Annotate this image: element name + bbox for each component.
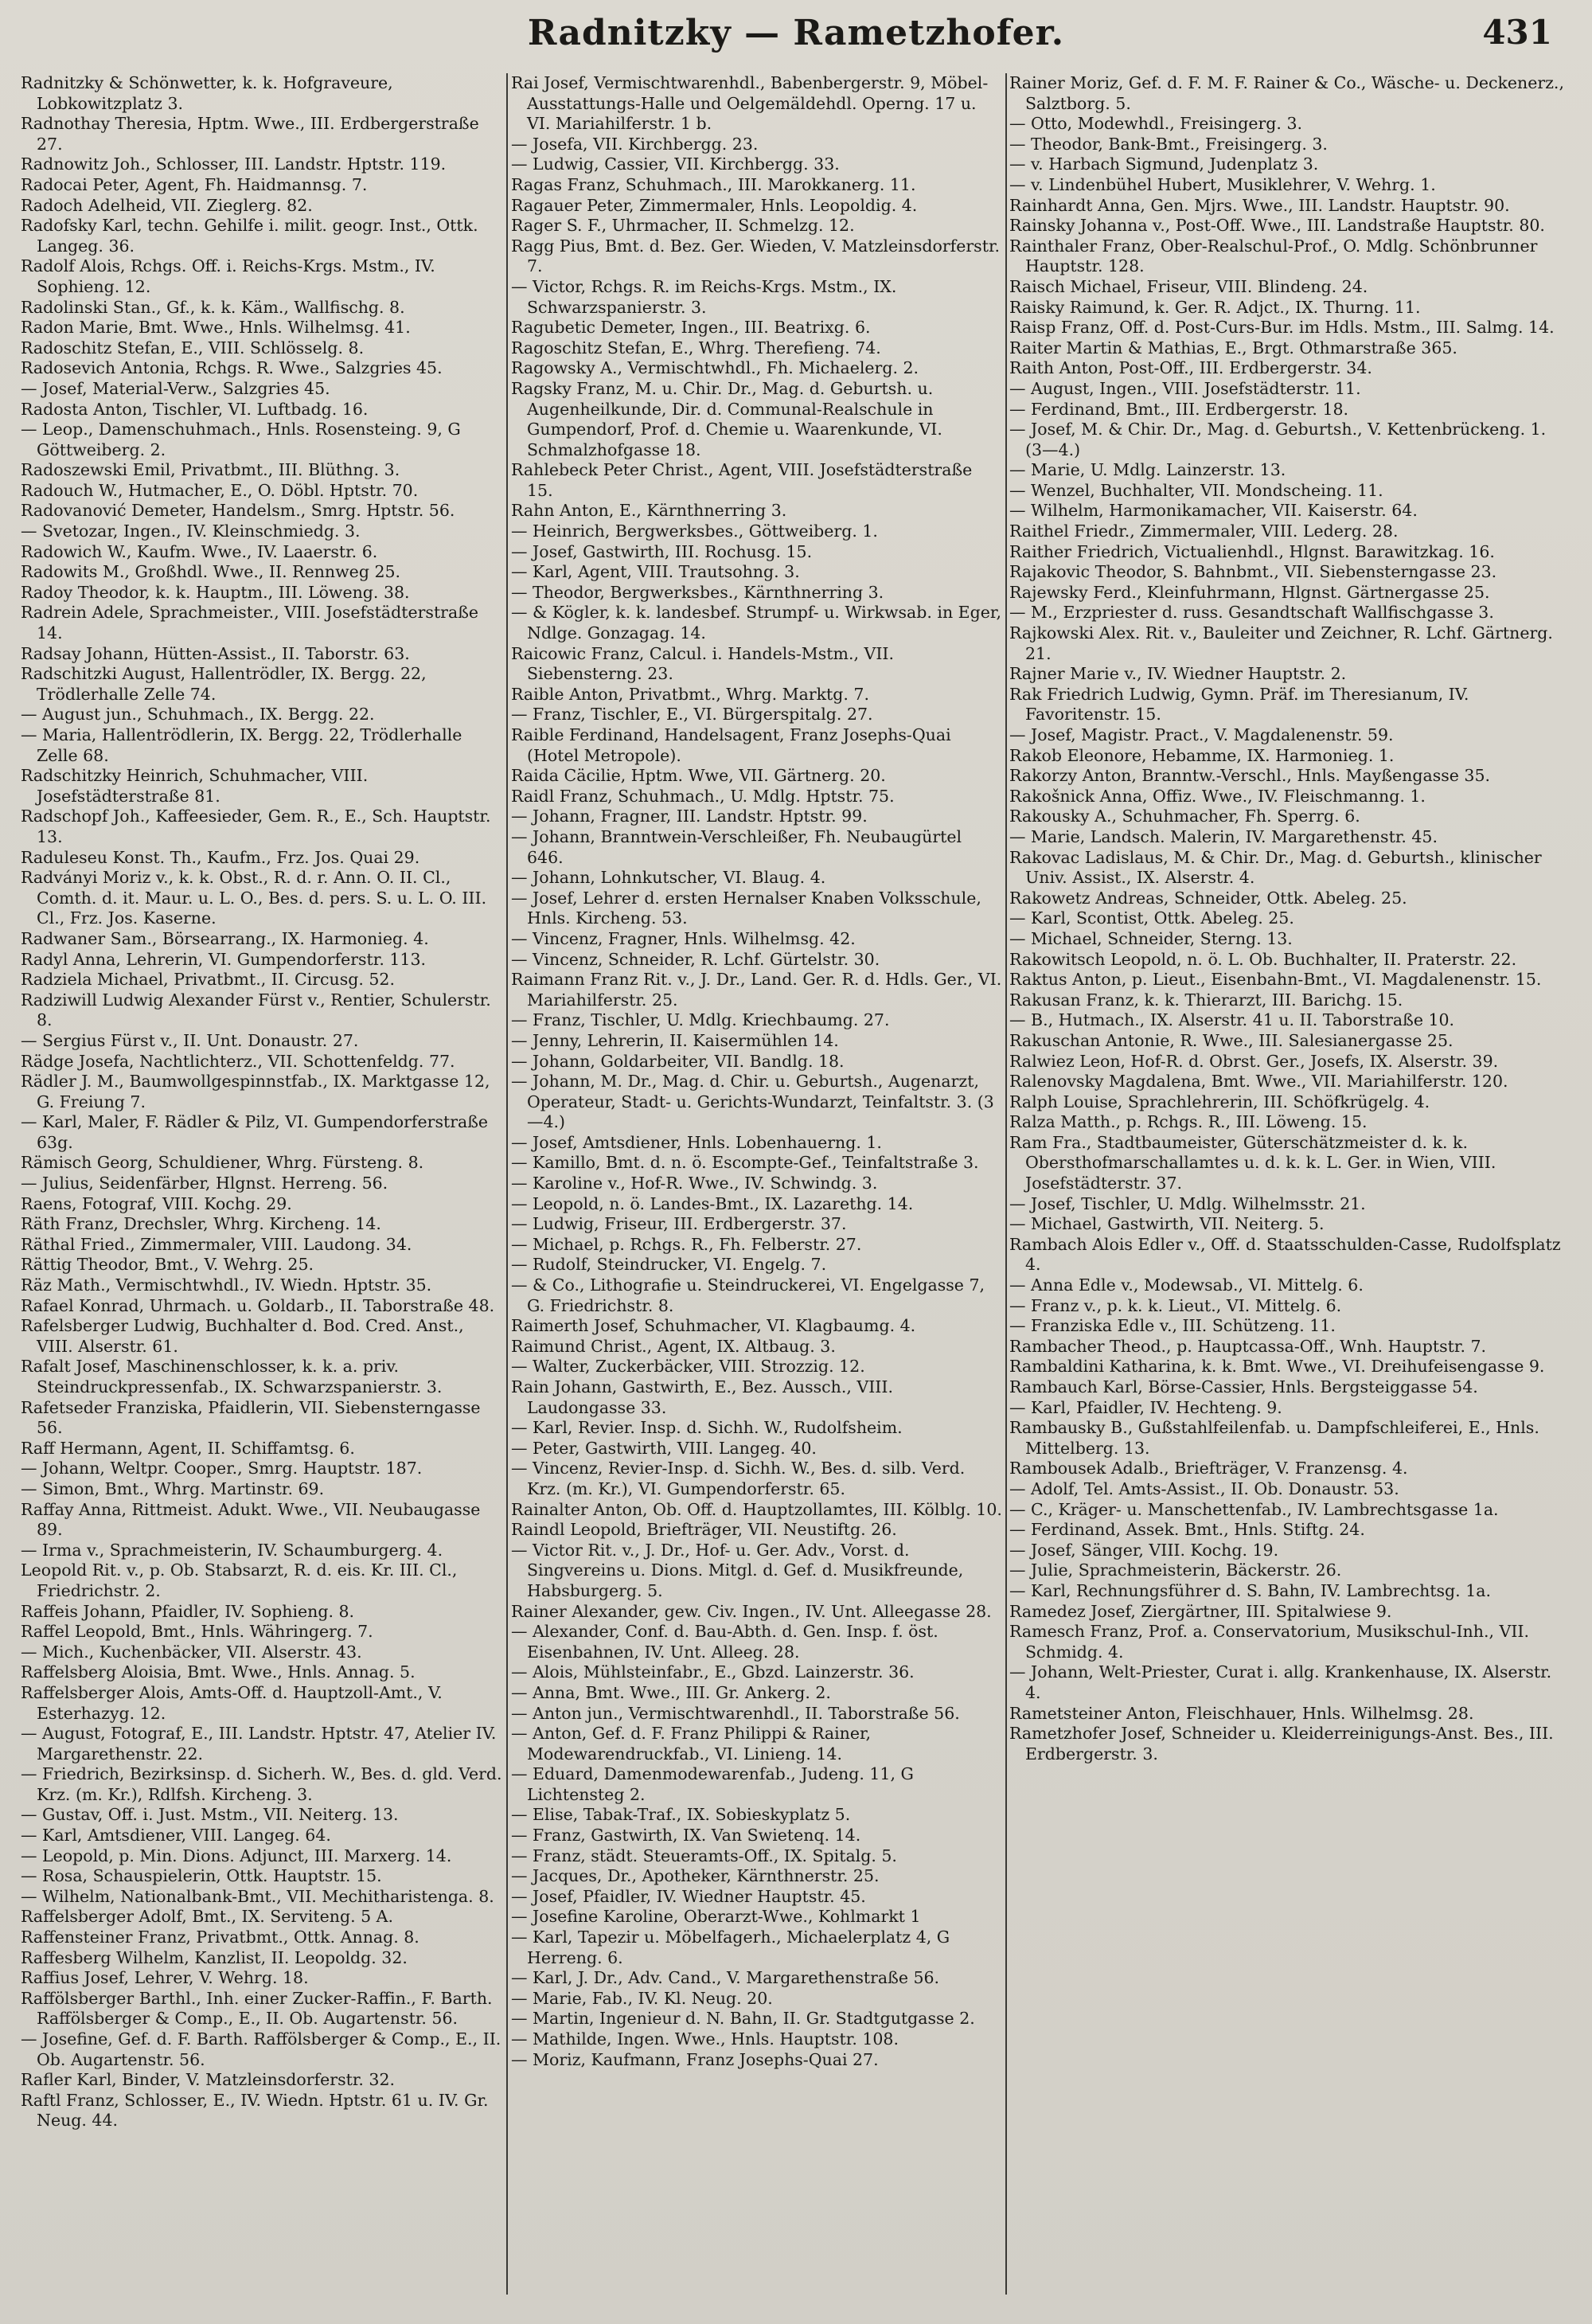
directory-entry: — Michael, Gastwirth, VII. Neiterg. 5.: [1009, 1214, 1325, 1234]
directory-entry: Rambaldini Katharina, k. k. Bmt. Wwe., VI. Dreihufeisengasse 9.: [1009, 1357, 1545, 1377]
directory-entry: — Vincenz, Schneider, R. Lchf. Gürtelstr. 30.: [511, 949, 880, 969]
directory-entry: Radschitzki August, Hallentrödler, IX. Bergg. 22, Trödlerhalle Zelle 74.: [21, 664, 427, 704]
directory-entry: Rainer Alexander, gew. Civ. Ingen., IV. Unt. Alleegasse 28.: [511, 1601, 992, 1621]
directory-entry: Rakuschan Antonie, R. Wwe., III. Salesianergasse 25.: [1009, 1030, 1453, 1050]
directory-column-2: [511, 73, 1003, 2303]
directory-entry: Ralph Louise, Sprachlehrerin, III. Schöfkrügelg. 4.: [1009, 1092, 1430, 1111]
directory-entry: Raimann Franz Rit. v., J. Dr., Land. Ger. R. d. Hdls. Ger., VI. Mariahilferstr. 25.: [511, 970, 1002, 1010]
directory-entry: — Julie, Sprachmeisterin, Bäckerstr. 26.: [1009, 1560, 1342, 1580]
directory-entry: — Josef, Amtsdiener, Hnls. Lobenhauerng. 1.: [511, 1132, 882, 1152]
directory-entry: Radnowitz Joh., Schlosser, III. Landstr. Hptstr. 119.: [21, 154, 447, 174]
directory-entry: Rättig Theodor, Bmt., V. Wehrg. 25.: [21, 1255, 314, 1275]
directory-entry: Raens, Fotograf, VIII. Kochg. 29.: [21, 1193, 292, 1213]
directory-entry: — Anton jun., Vermischtwarenhdl., II. Taborstraße 56.: [511, 1703, 960, 1723]
directory-entry: Rai Josef, Vermischtwarenhdl., Babenbergerstr. 9, Möbel-Ausstattungs-Halle und Oelgemäldehdl. Operng. 17 u. VI. Mariahilferstr. 1 b.: [511, 73, 989, 134]
directory-entry: Rametsteiner Anton, Fleischhauer, Hnls. Wilhelmsg. 28.: [1009, 1703, 1474, 1723]
directory-entry: Radocai Peter, Agent, Fh. Haidmannsg. 7.: [21, 174, 368, 194]
directory-entry: Raffel Leopold, Bmt., Hnls. Währingerg. 7.: [21, 1622, 373, 1642]
directory-entry: Radschopf Joh., Kaffeesieder, Gem. R., E., Sch. Hauptstr. 13.: [21, 807, 491, 846]
directory-entry: — Maria, Hallentrödlerin, IX. Bergg. 22, Trödlerhalle Zelle 68.: [21, 725, 462, 765]
directory-entry: — Jenny, Lehrerin, II. Kaisermühlen 14.: [511, 1030, 839, 1050]
column-divider: [506, 73, 508, 2295]
directory-entry: — Walter, Zuckerbäcker, VIII. Strozzig. 12.: [511, 1357, 865, 1377]
directory-entry: Raisp Franz, Off. d. Post-Curs-Bur. im Hdls. Mstm., III. Salmg. 14.: [1009, 318, 1555, 338]
directory-entry: Raithel Friedr., Zimmermaler, VIII. Lederg. 28.: [1009, 521, 1399, 541]
directory-entry: — Svetozar, Ingen., IV. Kleinschmiedg. 3.: [21, 521, 361, 541]
directory-entry: Raiter Martin & Mathias, E., Brgt. Othmarstraße 365.: [1009, 338, 1457, 357]
directory-entry: Rajner Marie v., IV. Wiedner Hauptstr. 2.: [1009, 664, 1347, 684]
directory-entry: — Karl, Pfaidler, IV. Hechteng. 9.: [1009, 1397, 1282, 1417]
directory-entry: — Johann, Goldarbeiter, VII. Bandlg. 18.: [511, 1051, 845, 1071]
directory-entry: Rajkowski Alex. Rit. v., Bauleiter und Zeichner, R. Lchf. Gärtnerg. 21.: [1009, 623, 1553, 663]
directory-entry: Ralza Matth., p. Rchgs. R., III. Löweng. 15.: [1009, 1112, 1368, 1132]
directory-entry: Raidl Franz, Schuhmach., U. Mdlg. Hptstr. 75.: [511, 786, 895, 806]
directory-entry: — Simon, Bmt., Whrg. Martinstr. 69.: [21, 1478, 325, 1498]
directory-entry: — Alexander, Conf. d. Bau-Abth. d. Gen. Insp. f. öst. Eisenbahnen, IV. Unt. Alleeg. 28.: [511, 1622, 938, 1662]
directory-entry: Radowich W., Kaufm. Wwe., IV. Laaerstr. 6.: [21, 541, 378, 561]
directory-entry: Radványi Moriz v., k. k. Obst., R. d. r. Ann. O. II. Cl., Comth. d. it. Maur. u. L. O., Bes. d. pers. S. u. L. O. III. Cl., Frz. Jos. Kaserne.: [21, 868, 487, 928]
directory-entry: Rafler Karl, Binder, V. Matzleinsdorferstr. 32.: [21, 2070, 396, 2090]
directory-entry: Räth Franz, Drechsler, Whrg. Kircheng. 14.: [21, 1214, 381, 1234]
directory-entry: — August jun., Schuhmach., IX. Bergg. 22.: [21, 705, 375, 725]
directory-entry: Rakusan Franz, k. k. Thierarzt, III. Barichg. 15.: [1009, 990, 1403, 1010]
directory-entry: Raftl Franz, Schlosser, E., IV. Wiedn. Hptstr. 61 u. IV. Gr. Neug. 44.: [21, 2090, 489, 2131]
directory-entry: — Marie, U. Mdlg. Lainzerstr. 13.: [1009, 460, 1286, 480]
directory-entry: Ragauer Peter, Zimmermaler, Hnls. Leopoldig. 4.: [511, 195, 918, 215]
directory-entry: Ragowsky A., Vermischtwhdl., Fh. Michaelerg. 2.: [511, 358, 919, 378]
page-title: Radnitzky — Rametzhofer.: [527, 13, 1065, 53]
directory-entry: — & Co., Lithografie u. Steindruckerei, VI. Engelgasse 7, G. Friedrichstr. 8.: [511, 1275, 985, 1315]
directory-entry: — Ferdinand, Assek. Bmt., Hnls. Stiftg. 24.: [1009, 1520, 1365, 1540]
directory-entry: Rakovac Ladislaus, M. & Chir. Dr., Mag. d. Geburtsh., klinischer Univ. Assist., IX. Alserstr. 4.: [1009, 847, 1542, 888]
directory-entry: — Otto, Modewhdl., Freisingerg. 3.: [1009, 114, 1302, 134]
directory-entry: — Julius, Seidenfärber, Hlgnst. Herreng. 56.: [21, 1174, 388, 1193]
directory-entry: Radschitzky Heinrich, Schuhmacher, VIII. Josefstädterstraße 81.: [21, 766, 369, 806]
directory-entry: — Michael, p. Rchgs. R., Fh. Felberstr. 27.: [511, 1234, 862, 1254]
directory-entry: — Karl, Rechnungsführer d. S. Bahn, IV. Lambrechtsg. 1a.: [1009, 1580, 1491, 1600]
directory-entry: Rakorzy Anton, Branntw.-Verschl., Hnls. Mayßengasse 35.: [1009, 766, 1491, 786]
directory-entry: — Sergius Fürst v., II. Unt. Donaustr. 27.: [21, 1030, 359, 1050]
directory-entry: Radolf Alois, Rchgs. Off. i. Reichs-Krgs. Mstm., IV. Sophieng. 12.: [21, 256, 435, 296]
directory-entry: Ragoschitz Stefan, E., Whrg. Therefieng. 74.: [511, 338, 881, 357]
directory-entry: Rafael Konrad, Uhrmach. u. Goldarb., II. Taborstraße 48.: [21, 1295, 495, 1315]
directory-entry: — Karoline v., Hof-R. Wwe., IV. Schwindg. 3.: [511, 1174, 878, 1193]
directory-entry: — Josef, M. & Chir. Dr., Mag. d. Geburtsh., V. Kettenbrückeng. 1. (3—4.): [1009, 420, 1547, 459]
directory-entry: Radosta Anton, Tischler, VI. Luftbadg. 16.: [21, 399, 369, 419]
directory-entry: — M., Erzpriester d. russ. Gesandtschaft Wallfischgasse 3.: [1009, 603, 1494, 623]
directory-entry: — Elise, Tabak-Traf., IX. Sobieskyplatz 5.: [511, 1805, 851, 1825]
directory-entry: — Mathilde, Ingen. Wwe., Hnls. Hauptstr. 108.: [511, 2029, 899, 2049]
directory-column-1: [21, 73, 502, 2303]
directory-entry: — Karl, Revier. Insp. d. Sichh. W., Rudolfsheim.: [511, 1418, 903, 1438]
directory-entry: Raither Friedrich, Victualienhdl., Hlgnst. Barawitzkag. 16.: [1009, 541, 1495, 561]
directory-entry: Radon Marie, Bmt. Wwe., Hnls. Wilhelmsg. 41.: [21, 318, 411, 338]
directory-entry: Raimerth Josef, Schuhmacher, VI. Klagbaumg. 4.: [511, 1316, 916, 1336]
directory-entry: Rainthaler Franz, Ober-Realschul-Prof., O. Mdlg. Schönbrunner Hauptstr. 128.: [1009, 236, 1538, 276]
directory-entry: — v. Harbach Sigmund, Judenplatz 3.: [1009, 154, 1319, 174]
directory-entry: — Franz, städt. Steueramts-Off., IX. Spitalg. 5.: [511, 1846, 897, 1865]
directory-entry: Rahn Anton, E., Kärnthnerring 3.: [511, 501, 787, 521]
directory-entry: — Ludwig, Cassier, VII. Kirchbergg. 33.: [511, 154, 840, 174]
directory-entry: Ram Fra., Stadtbaumeister, Güterschätzmeister d. k. k. Obersthofmarschallamtes u. d. k. k. L. Ger. in Wien, VIII. Josefstädterstr. 37.: [1009, 1132, 1496, 1193]
directory-entry: — Johann, M. Dr., Mag. d. Chir. u. Geburtsh., Augenarzt, Operateur, Stadt- u. Gerichts-Wundarzt, Teinfaltstr. 3. (3—4.): [511, 1072, 994, 1132]
directory-entry: — Franz v., p. k. k. Lieut., VI. Mittelg. 6.: [1009, 1295, 1342, 1315]
directory-entry: — Wilhelm, Harmonikamacher, VII. Kaiserstr. 64.: [1009, 501, 1418, 521]
directory-entry: — Wilhelm, Nationalbank-Bmt., VII. Mechitharistenga. 8.: [21, 1886, 494, 1906]
directory-entry: — Karl, Maler, F. Rädler & Pilz, VI. Gumpendorferstraße 63g.: [21, 1112, 489, 1152]
page-number: 431: [1482, 13, 1552, 52]
directory-entry: — Anton, Gef. d. F. Franz Philippi & Rainer, Modewarendruckfab., VI. Linieng. 14.: [511, 1724, 872, 1764]
directory-entry: Rametzhofer Josef, Schneider u. Kleiderreinigungs-Anst. Bes., III. Erdbergerstr. 3.: [1009, 1724, 1554, 1764]
directory-entry: Raffeis Johann, Pfaidler, IV. Sophieng. 8.: [21, 1601, 355, 1621]
page-header: [0, 0, 1592, 72]
directory-entry: — & Kögler, k. k. landesbef. Strumpf- u. Wirkwsab. in Eger, Ndlge. Gonzagag. 14.: [511, 603, 1001, 643]
directory-entry: Ramedez Josef, Ziergärtner, III. Spitalwiese 9.: [1009, 1601, 1392, 1621]
directory-entry: Radwaner Sam., Börsearrang., IX. Harmonieg. 4.: [21, 928, 429, 948]
directory-entry: Rafelsberger Ludwig, Buchhalter d. Bod. Cred. Anst., VIII. Alserstr. 61.: [21, 1316, 464, 1356]
directory-entry: Radolinski Stan., Gf., k. k. Käm., Wallfischg. 8.: [21, 297, 405, 317]
directory-entry: — Peter, Gastwirth, VIII. Langeg. 40.: [511, 1438, 817, 1458]
directory-entry: Ragsky Franz, M. u. Chir. Dr., Mag. d. Geburtsh. u. Augenheilkunde, Dir. d. Communal-Realschule in Gumpendorf, Prof. d. Chemie u. Waarenkunde, VI. Schmalzhofgasse 18.: [511, 378, 942, 459]
directory-entry: Räz Math., Vermischtwhdl., IV. Wiedn. Hptstr. 35.: [21, 1275, 432, 1295]
directory-entry: Rakob Eleonore, Hebamme, IX. Harmonieg. 1.: [1009, 745, 1395, 765]
directory-entry: — Michael, Schneider, Sterng. 13.: [1009, 928, 1293, 948]
directory-entry: Ragas Franz, Schuhmach., III. Marokkanerg. 11.: [511, 174, 916, 194]
directory-entry: Rajewsky Ferd., Kleinfuhrmann, Hlgnst. Gärtnergasse 25.: [1009, 582, 1490, 602]
directory-entry: — Johann, Fragner, III. Landstr. Hptstr. 99.: [511, 807, 868, 826]
directory-entry: — Franz, Gastwirth, IX. Van Swietenq. 14.: [511, 1826, 861, 1846]
directory-entry: Raffensteiner Franz, Privatbmt., Ottk. Annag. 8.: [21, 1928, 419, 1947]
directory-entry: — Gustav, Off. i. Just. Mstm., VII. Neiterg. 13.: [21, 1805, 399, 1825]
directory-entry: — Josef, Material-Verw., Salzgries 45.: [21, 378, 330, 398]
directory-entry: Raktus Anton, p. Lieut., Eisenbahn-Bmt., VI. Magdalenenstr. 15.: [1009, 970, 1542, 990]
directory-entry: Rambauch Karl, Börse-Cassier, Hnls. Bergsteiggasse 54.: [1009, 1377, 1478, 1396]
directory-entry: — Karl, Tapezir u. Möbelfagerh., Michaelerplatz 4, G Herreng. 6.: [511, 1928, 950, 1967]
directory-entry: Ralenovsky Magdalena, Bmt. Wwe., VII. Mariahilferstr. 120.: [1009, 1072, 1508, 1092]
directory-entry: — Vincenz, Revier-Insp. d. Sichh. W., Bes. d. silb. Verd. Krz. (m. Kr.), VI. Gumpendorferstr. 65.: [511, 1459, 966, 1498]
directory-entry: Rambach Alois Edler v., Off. d. Staatsschulden-Casse, Rudolfsplatz 4.: [1009, 1234, 1561, 1275]
directory-entry: — Victor Rit. v., J. Dr., Hof- u. Ger. Adv., Vorst. d. Singvereins u. Dions. Mitgl. d. Gef. d. Musikfreunde, Habsburgerg. 5.: [511, 1540, 964, 1600]
directory-entry: Raindl Leopold, Briefträger, VII. Neustiftg. 26.: [511, 1520, 897, 1540]
directory-entry: — Eduard, Damenmodewarenfab., Judeng. 11, G Lichtensteg 2.: [511, 1764, 914, 1804]
directory-entry: Radziwill Ludwig Alexander Fürst v., Rentier, Schulerstr. 8.: [21, 990, 491, 1030]
directory-entry: Leopold Rit. v., p. Ob. Stabsarzt, R. d. eis. Kr. III. Cl., Friedrichstr. 2.: [21, 1560, 458, 1600]
directory-entry: — Anna Edle v., Modewsab., VI. Mittelg. 6.: [1009, 1275, 1364, 1295]
directory-entry: — Karl, Amtsdiener, VIII. Langeg. 64.: [21, 1826, 331, 1846]
directory-entry: — Johann, Welt-Priester, Curat i. allg. Krankenhause, IX. Alserstr. 4.: [1009, 1662, 1552, 1702]
directory-entry: Raible Anton, Privatbmt., Whrg. Marktg. 7.: [511, 684, 869, 704]
directory-entry: Raffelsberg Aloisia, Bmt. Wwe., Hnls. Annag. 5.: [21, 1662, 416, 1682]
directory-entry: — Wenzel, Buchhalter, VII. Mondscheing. 11.: [1009, 480, 1383, 500]
directory-entry: — B., Hutmach., IX. Alserstr. 41 u. II. Taborstraße 10.: [1009, 1010, 1455, 1030]
directory-entry: — Theodor, Bank-Bmt., Freisingerg. 3.: [1009, 134, 1328, 154]
directory-entry: — Karl, Scontist, Ottk. Abeleg. 25.: [1009, 908, 1294, 928]
directory-entry: Rambacher Theod., p. Hauptcassa-Off., Wnh. Hauptstr. 7.: [1009, 1336, 1487, 1356]
directory-entry: — Josef, Tischler, U. Mdlg. Wilhelmsstr. 21.: [1009, 1193, 1366, 1213]
directory-entry: Rädge Josefa, Nachtlichterz., VII. Schottenfeldg. 77.: [21, 1051, 455, 1071]
directory-entry: — Kamillo, Bmt. d. n. ö. Escompte-Gef., Teinfaltstraße 3.: [511, 1153, 979, 1173]
directory-entry: Rahlebeck Peter Christ., Agent, VIII. Josefstädterstraße 15.: [511, 460, 973, 500]
directory-entry: — Franz, Tischler, U. Mdlg. Kriechbaumg. 27.: [511, 1010, 890, 1030]
directory-entry: — Theodor, Bergwerksbes., Kärnthnerring 3.: [511, 582, 884, 602]
directory-entry: — Rudolf, Steindrucker, VI. Engelg. 7.: [511, 1255, 827, 1275]
directory-entry: Raisky Raimund, k. Ger. R. Adjct., IX. Thurng. 11.: [1009, 297, 1421, 317]
directory-entry: — Jacques, Dr., Apotheker, Kärnthnerstr. 25.: [511, 1866, 880, 1886]
directory-entry: — Friedrich, Bezirksinsp. d. Sicherh. W., Bes. d. gld. Verd. Krz. (m. Kr.), Rdlfsh. Kircheng. 3.: [21, 1764, 502, 1804]
directory-entry: — Victor, Rchgs. R. im Reichs-Krgs. Mstm., IX. Schwarzspanierstr. 3.: [511, 276, 897, 317]
directory-entry: — Karl, Agent, VIII. Trautsohng. 3.: [511, 562, 800, 582]
directory-entry: — Vincenz, Fragner, Hnls. Wilhelmsg. 42.: [511, 928, 856, 948]
directory-entry: Rajakovic Theodor, S. Bahnbmt., VII. Siebensterngasse 23.: [1009, 562, 1497, 582]
directory-entry: Radoschitz Stefan, E., VIII. Schlösselg. 8.: [21, 338, 365, 357]
directory-entry: — August, Fotograf, E., III. Landstr. Hptstr. 47, Atelier IV. Margarethenstr. 22.: [21, 1724, 497, 1764]
directory-entry: Rakošnick Anna, Offiz. Wwe., IV. Fleischmanng. 1.: [1009, 786, 1426, 806]
directory-entry: — v. Lindenbühel Hubert, Musiklehrer, V. Wehrg. 1.: [1009, 174, 1436, 194]
directory-entry: Radosevich Antonia, Rchgs. R. Wwe., Salzgries 45.: [21, 358, 443, 378]
directory-entry: — Marie, Landsch. Malerin, IV. Margarethenstr. 45.: [1009, 826, 1438, 846]
directory-entry: Raffölsberger Barthl., Inh. einer Zucker-Raffin., F. Barth. Raffölsberger & Comp., E., II. Ob. Augartenstr. 56.: [21, 1988, 493, 2029]
directory-entry: Rämisch Georg, Schuldiener, Whrg. Fürsteng. 8.: [21, 1153, 424, 1173]
directory-entry: Ragubetic Demeter, Ingen., III. Beatrixg. 6.: [511, 318, 871, 338]
directory-entry: Radziela Michael, Privatbmt., II. Circusg. 52.: [21, 970, 395, 990]
directory-entry: Radofsky Karl, techn. Gehilfe i. milit. geogr. Inst., Ottk. Langeg. 36.: [21, 216, 478, 256]
directory-entry: Radyl Anna, Lehrerin, VI. Gumpendorferstr. 113.: [21, 949, 427, 969]
directory-entry: Raffelsberger Alois, Amts-Off. d. Hauptzoll-Amt., V. Esterhazyg. 12.: [21, 1682, 443, 1723]
directory-entry: Ragg Pius, Bmt. d. Bez. Ger. Wieden, V. Matzleinsdorferstr. 7.: [511, 236, 1001, 276]
directory-entry: Radnitzky & Schönwetter, k. k. Hofgraveure, Lobkowitzplatz 3.: [21, 73, 393, 113]
directory-entry: Raicowic Franz, Calcul. i. Handels-Mstm., VII. Siebensterng. 23.: [511, 643, 895, 684]
directory-entry: — Mich., Kuchenbäcker, VII. Alserstr. 43.: [21, 1642, 362, 1662]
directory-entry: Rakousky A., Schuhmacher, Fh. Sperrg. 6.: [1009, 807, 1360, 826]
directory-entry: — Ludwig, Friseur, III. Erdbergerstr. 37.: [511, 1214, 847, 1234]
directory-entry: — Leop., Damenschuhmach., Hnls. Rosensteing. 9, G Göttweiberg. 2.: [21, 420, 461, 459]
directory-entry: — Ferdinand, Bmt., III. Erdbergerstr. 18.: [1009, 399, 1349, 419]
directory-entry: — Franz, Tischler, E., VI. Bürgerspitalg. 27.: [511, 705, 873, 725]
directory-entry: Raff Hermann, Agent, II. Schiffamtsg. 6.: [21, 1438, 355, 1458]
directory-entry: Radovanović Demeter, Handelsm., Smrg. Hptstr. 56.: [21, 501, 455, 521]
directory-entry: — Josefa, VII. Kirchbergg. 23.: [511, 134, 759, 154]
directory-entry: — Martin, Ingenieur d. N. Bahn, II. Gr. Stadtgutgasse 2.: [511, 2009, 975, 2029]
directory-entry: Raisch Michael, Friseur, VIII. Blindeng. 24.: [1009, 276, 1368, 296]
directory-entry: Rainalter Anton, Ob. Off. d. Hauptzollamtes, III. Kölblg. 10.: [511, 1499, 1002, 1519]
directory-entry: Rain Johann, Gastwirth, E., Bez. Aussch., VIII. Laudongasse 33.: [511, 1377, 893, 1417]
directory-entry: — Adolf, Tel. Amts-Assist., II. Ob. Donaustr. 53.: [1009, 1478, 1399, 1498]
directory-entry: Raimund Christ., Agent, IX. Altbaug. 3.: [511, 1336, 836, 1356]
directory-entry: — Josef, Gastwirth, III. Rochusg. 15.: [511, 541, 813, 561]
directory-entry: Raffelsberger Adolf, Bmt., IX. Serviteng. 5 A.: [21, 1907, 393, 1927]
directory-entry: Rafalt Josef, Maschinenschlosser, k. k. a. priv. Steindruckpressenfab., IX. Schwarzspanierstr. 3.: [21, 1357, 443, 1396]
directory-entry: Rager S. F., Uhrmacher, II. Schmelzg. 12.: [511, 216, 855, 236]
directory-entry: Radoch Adelheid, VII. Zieglerg. 82.: [21, 195, 313, 215]
directory-entry: Rambousek Adalb., Briefträger, V. Franzensg. 4.: [1009, 1459, 1408, 1478]
directory-entry: — Johann, Lohnkutscher, VI. Blaug. 4.: [511, 868, 826, 888]
directory-entry: — Heinrich, Bergwerksbes., Göttweiberg. 1.: [511, 521, 878, 541]
column-divider: [1005, 73, 1007, 2295]
directory-entry: Ralwiez Leon, Hof-R. d. Obrst. Ger., Josefs, IX. Alserstr. 39.: [1009, 1051, 1499, 1071]
directory-entry: Raith Anton, Post-Off., III. Erdbergerstr. 34.: [1009, 358, 1372, 378]
directory-entry: — Josef, Pfaidler, IV. Wiedner Hauptstr. 45.: [511, 1886, 866, 1906]
directory-entry: Rainsky Johanna v., Post-Off. Wwe., III. Landstraße Hauptstr. 80.: [1009, 216, 1545, 236]
directory-entry: — Josef, Lehrer d. ersten Hernalser Knaben Volksschule, Hnls. Kircheng. 53.: [511, 888, 981, 928]
directory-entry: Rafetseder Franziska, Pfaidlerin, VII. Siebensterngasse 56.: [21, 1397, 481, 1438]
directory-entry: — Karl, J. Dr., Adv. Cand., V. Margarethenstraße 56.: [511, 1968, 940, 1988]
directory-entry: — Franziska Edle v., III. Schützeng. 11.: [1009, 1316, 1336, 1336]
directory-entry: Raible Ferdinand, Handelsagent, Franz Josephs-Quai (Hotel Metropole).: [511, 725, 951, 765]
directory-entry: Radowits M., Großhdl. Wwe., II. Rennweg 25.: [21, 562, 401, 582]
directory-entry: — Johann, Weltpr. Cooper., Smrg. Hauptstr. 187.: [21, 1459, 423, 1478]
directory-entry: Radoy Theodor, k. k. Hauptm., III. Löweng. 38.: [21, 582, 410, 602]
directory-entry: — Leopold, n. ö. Landes-Bmt., IX. Lazarethg. 14.: [511, 1193, 914, 1213]
directory-entry: — Anna, Bmt. Wwe., III. Gr. Ankerg. 2.: [511, 1682, 831, 1702]
directory-entry: Rambausky B., Gußstahlfeilenfab. u. Dampfschleiferei, E., Hnls. Mittelberg. 13.: [1009, 1418, 1539, 1458]
directory-entry: Raida Cäcilie, Hptm. Wwe, VII. Gärtnerg. 20.: [511, 766, 886, 786]
directory-entry: Radoszewski Emil, Privatbmt., III. Blüthng. 3.: [21, 460, 400, 480]
directory-entry: — Josefine Karoline, Oberarzt-Wwe., Kohlmarkt 1: [511, 1907, 921, 1927]
directory-entry: — Rosa, Schauspielerin, Ottk. Hauptstr. 15.: [21, 1866, 382, 1886]
directory-entry: Rädler J. M., Baumwollgespinnstfab., IX. Marktgasse 12, G. Freiung 7.: [21, 1072, 490, 1111]
directory-entry: Radrein Adele, Sprachmeister., VIII. Josefstädterstraße 14.: [21, 603, 479, 643]
directory-entry: Raffius Josef, Lehrer, V. Wehrg. 18.: [21, 1968, 309, 1988]
directory-entry: Ramesch Franz, Prof. a. Conservatorium, Musikschul-Inh., VII. Schmidg. 4.: [1009, 1622, 1530, 1662]
directory-entry: — Josefine, Gef. d. F. Barth. Raffölsberger & Comp., E., II. Ob. Augartenstr. 56.: [21, 2029, 501, 2069]
directory-entry: — Josef, Magistr. Pract., V. Magdalenenstr. 59.: [1009, 725, 1394, 744]
directory-entry: — Leopold, p. Min. Dions. Adjunct, III. Marxerg. 14.: [21, 1846, 452, 1865]
directory-entry: Raffay Anna, Rittmeist. Adukt. Wwe., VII. Neubaugasse 89.: [21, 1499, 481, 1540]
directory-entry: — Irma v., Sprachmeisterin, IV. Schaumburgerg. 4.: [21, 1540, 443, 1560]
directory-entry: — Alois, Mühlsteinfabr., E., Gbzd. Lainzerstr. 36.: [511, 1662, 915, 1682]
directory-entry: Raffesberg Wilhelm, Kanzlist, II. Leopoldg. 32.: [21, 1947, 408, 1967]
directory-entry: — Moriz, Kaufmann, Franz Josephs-Quai 27.: [511, 2049, 879, 2069]
directory-entry: Raduleseu Konst. Th., Kaufm., Frz. Jos. Quai 29.: [21, 847, 420, 867]
directory-entry: Räthal Fried., Zimmermaler, VIII. Laudong. 34.: [21, 1234, 412, 1254]
directory-entry: Rainhardt Anna, Gen. Mjrs. Wwe., III. Landstr. Hauptstr. 90.: [1009, 195, 1510, 215]
directory-entry: Rakowitsch Leopold, n. ö. L. Ob. Buchhalter, II. Praterstr. 22.: [1009, 949, 1517, 969]
directory-entry: — C., Kräger- u. Manschettenfab., IV. Lambrechtsgasse 1a.: [1009, 1499, 1499, 1519]
directory-entry: Rak Friedrich Ludwig, Gymn. Präf. im Theresianum, IV. Favoritenstr. 15.: [1009, 684, 1469, 725]
directory-entry: — August, Ingen., VIII. Josefstädterstr. 11.: [1009, 378, 1361, 398]
directory-entry: — Marie, Fab., IV. Kl. Neug. 20.: [511, 1988, 773, 2008]
directory-column-3: [1009, 73, 1567, 2303]
directory-entry: — Johann, Branntwein-Verschleißer, Fh. Neubaugürtel 646.: [511, 826, 962, 867]
directory-entry: Radnothay Theresia, Hptm. Wwe., III. Erdbergerstraße 27.: [21, 114, 479, 154]
directory-entry: Rakowetz Andreas, Schneider, Ottk. Abeleg. 25.: [1009, 888, 1407, 908]
directory-entry: Rainer Moriz, Gef. d. F. M. F. Rainer & Co., Wäsche- u. Deckenerz., Salztborg. 5.: [1009, 73, 1564, 113]
directory-entry: Radouch W., Hutmacher, E., O. Döbl. Hptstr. 70.: [21, 480, 419, 500]
directory-entry: — Josef, Sänger, VIII. Kochg. 19.: [1009, 1540, 1279, 1560]
directory-entry: Radsay Johann, Hütten-Assist., II. Taborstr. 63.: [21, 643, 410, 663]
